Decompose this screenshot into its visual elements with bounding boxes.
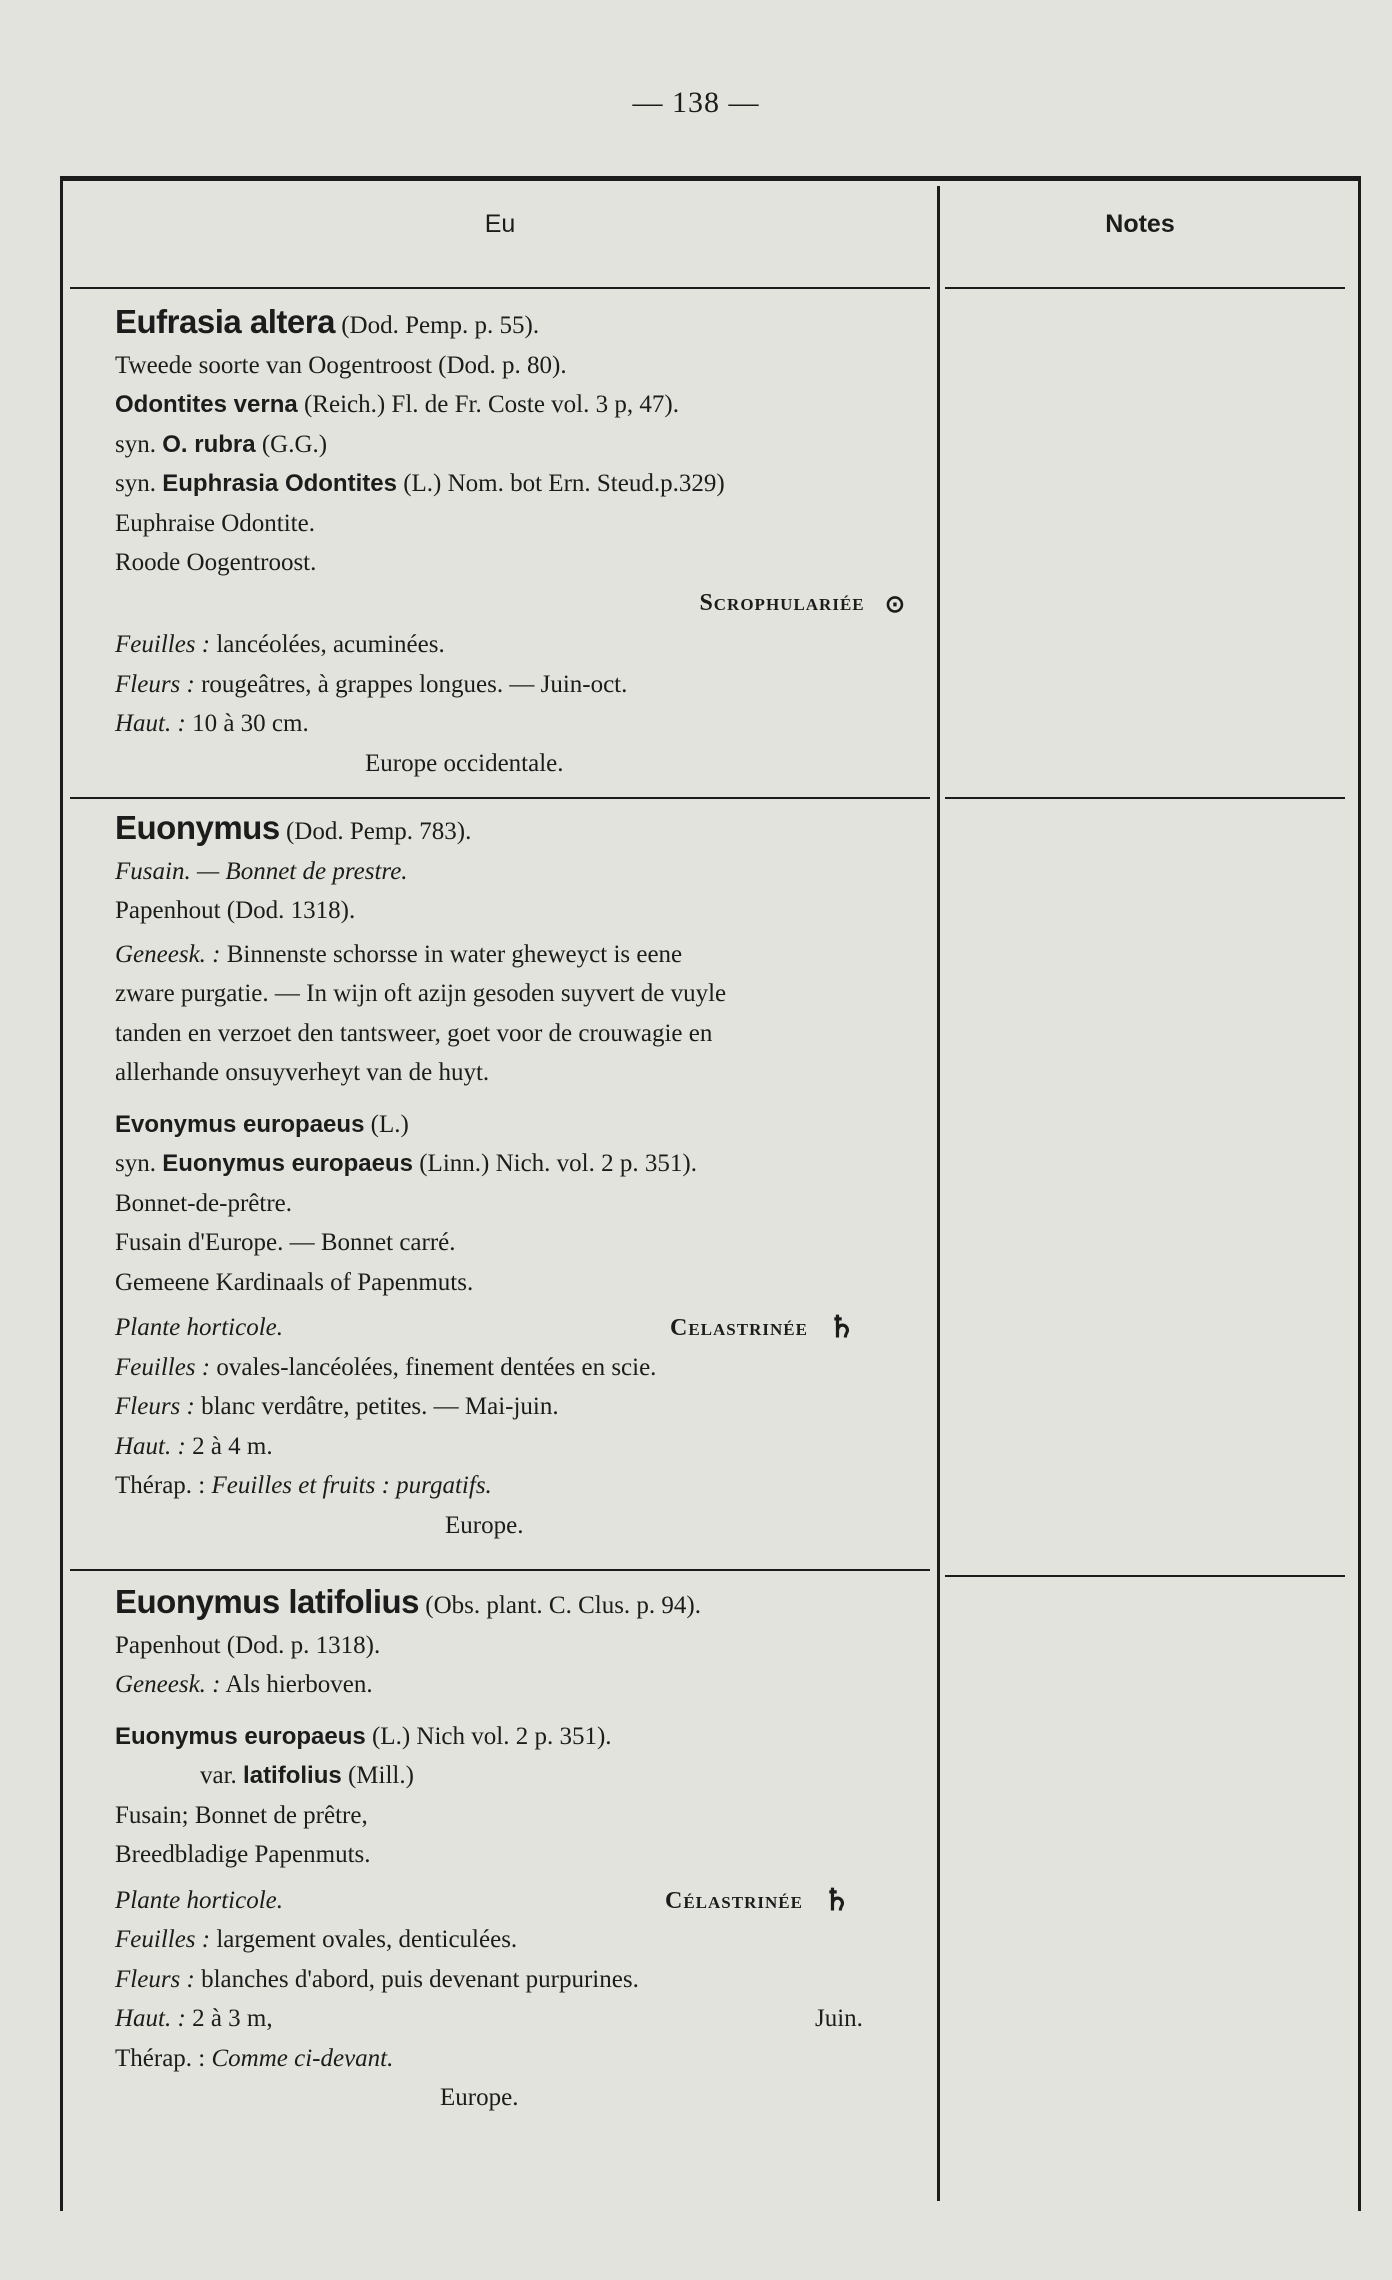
geneesk-text: Binnenste schorsse in water gheweyct is eene: [226, 940, 683, 968]
header-rule-notes: [945, 287, 1345, 289]
entry-eufrasia: [115, 302, 935, 783]
synonym-name: O. rubra: [162, 430, 256, 458]
therap-text: Comme ci-devant.: [211, 2044, 394, 2072]
synonym-ref: (Linn.) Nich. vol. 2 p. 351).: [419, 1150, 697, 1177]
common-name: Fusain d'Europe. — Bonnet carré.: [115, 1229, 456, 1256]
common-name: Fusain; Bonnet de prêtre,: [115, 1801, 368, 1829]
entry-title: Euonymus latifolius: [115, 1583, 420, 1620]
entry-euonymus: [115, 808, 935, 1545]
plante-text: Plante horticole.: [115, 1314, 284, 1341]
scientific-ref: (L.) Nich vol. 2 p. 351).: [371, 1722, 612, 1750]
common-name: Roode Oogentroost.: [115, 549, 317, 576]
entry-divider-notes: [945, 1575, 1345, 1577]
synonym-name: Euonymus europaeus: [162, 1150, 413, 1177]
haut-text: 10 à 30 cm.: [192, 710, 309, 737]
entry-divider-main: [70, 797, 930, 799]
page-number: — 138 —: [632, 86, 760, 119]
french-names: Fusain. — Bonnet de prestre.: [115, 857, 408, 885]
region: Europe.: [445, 1511, 524, 1539]
var-label: var.: [200, 1762, 237, 1789]
common-name: Breedbladige Papenmuts.: [115, 1841, 371, 1868]
entry-euonymus-latifolius: [115, 1582, 935, 2118]
entry-divider-notes: [945, 797, 1345, 799]
fleurs-label: Fleurs :: [115, 1393, 195, 1420]
fleurs-label: Fleurs :: [115, 1965, 195, 1993]
syn-label: syn.: [115, 430, 156, 458]
geneesk-label: Geneesk. :: [115, 1671, 221, 1698]
haut-text: 2 à 4 m.: [192, 1432, 273, 1460]
column-header-notes: Notes: [1105, 210, 1175, 238]
feuilles-label: Feuilles :: [115, 1353, 211, 1381]
entry-divider-main: [70, 1569, 930, 1571]
common-name: Euphraise Odontite.: [115, 509, 315, 537]
scientific-ref: (Reich.) Fl. de Fr. Coste vol. 3 p, 47).: [303, 391, 679, 418]
column-divider: [937, 186, 940, 2201]
shrub-symbol-icon: ♄: [828, 1311, 856, 1344]
haut-label: Haut. :: [115, 2005, 186, 2032]
synonym-author: (G.G.): [261, 430, 328, 458]
entry-title: Euonymus: [115, 809, 280, 846]
scientific-name: Odontites verna: [115, 391, 298, 418]
entry-ref: (Dod. Pemp. p. 55).: [341, 312, 540, 339]
geneesk-label: Geneesk. :: [115, 940, 221, 968]
entry-ref: (Obs. plant. C. Clus. p. 94).: [425, 1592, 701, 1619]
feuilles-label: Feuilles :: [115, 631, 211, 658]
region: Europe occidentale.: [365, 749, 564, 777]
common-name: Bonnet-de-prêtre.: [115, 1189, 293, 1217]
fleurs-label: Fleurs :: [115, 670, 195, 698]
geneesk-text: allerhande onsuyverheyt van de huyt.: [115, 1059, 490, 1086]
plante-text: Plante horticole.: [115, 1886, 284, 1914]
syn-label: syn.: [115, 470, 156, 497]
family-name: Celastrinée: [670, 1315, 808, 1341]
synonym-ref: (L.) Nom. bot Ern. Steud.p.329): [403, 470, 725, 497]
scientific-name: Evonymus europaeus: [115, 1110, 365, 1138]
therap-text: Feuilles et fruits : purgatifs.: [211, 1472, 492, 1499]
haut-label: Haut. :: [115, 1432, 186, 1460]
synonym-name: Euphrasia Odontites: [162, 470, 397, 497]
flowering-month: Juin.: [815, 2005, 863, 2032]
scientific-author: (L.): [370, 1110, 409, 1138]
scientific-name: Euonymus europaeus: [115, 1722, 366, 1750]
feuilles-text: ovales-lancéolées, finement dentées en scie.: [216, 1353, 657, 1381]
geneesk-text: zware purgatie. — In wijn oft azijn gesoden suyvert de vuyle: [115, 980, 727, 1007]
fleurs-text: blanches d'abord, puis devenant purpurines.: [201, 1965, 639, 1993]
entry-title: Eufrasia altera: [115, 303, 335, 340]
family-name: Célastrinée: [665, 1887, 803, 1914]
shrub-symbol-icon: ♄: [823, 1883, 851, 1917]
family-name: Scrophulariée: [699, 589, 865, 616]
feuilles-text: largement ovales, denticulées.: [216, 1926, 518, 1953]
feuilles-label: Feuilles :: [115, 1926, 211, 1953]
var-name: latifolius: [243, 1762, 342, 1789]
header-rule-main: [70, 287, 930, 289]
entry-ref: (Dod. Pemp. 783).: [285, 818, 472, 845]
haut-text: 2 à 3 m,: [192, 2005, 273, 2032]
column-header-main: Eu: [484, 210, 516, 238]
annual-symbol-icon: ⊙: [884, 591, 905, 618]
geneesk-text: tanden en verzoet den tantsweer, goet voor de crouwagie en: [115, 1019, 713, 1047]
therap-label: Thérap. :: [115, 2044, 206, 2072]
var-author: (Mill.): [347, 1762, 414, 1789]
feuilles-text: lancéolées, acuminées.: [216, 631, 445, 658]
entry-line: Tweede soorte van Oogentroost (Dod. p. 80).: [115, 351, 567, 379]
syn-label: syn.: [115, 1150, 156, 1177]
region: Europe.: [440, 2084, 519, 2111]
haut-label: Haut. :: [115, 710, 186, 737]
common-name: Gemeene Kardinaals of Papenmuts.: [115, 1268, 474, 1296]
geneesk-text: Als hierboven.: [225, 1671, 373, 1698]
fleurs-text: rougeâtres, à grappes longues. — Juin-oct.: [201, 670, 628, 698]
papenhout-ref: Papenhout (Dod. p. 1318).: [115, 1631, 381, 1659]
fleurs-text: blanc verdâtre, petites. — Mai-juin.: [201, 1393, 559, 1420]
therap-label: Thérap. :: [115, 1472, 206, 1499]
papenhout-ref: Papenhout (Dod. 1318).: [115, 897, 356, 924]
